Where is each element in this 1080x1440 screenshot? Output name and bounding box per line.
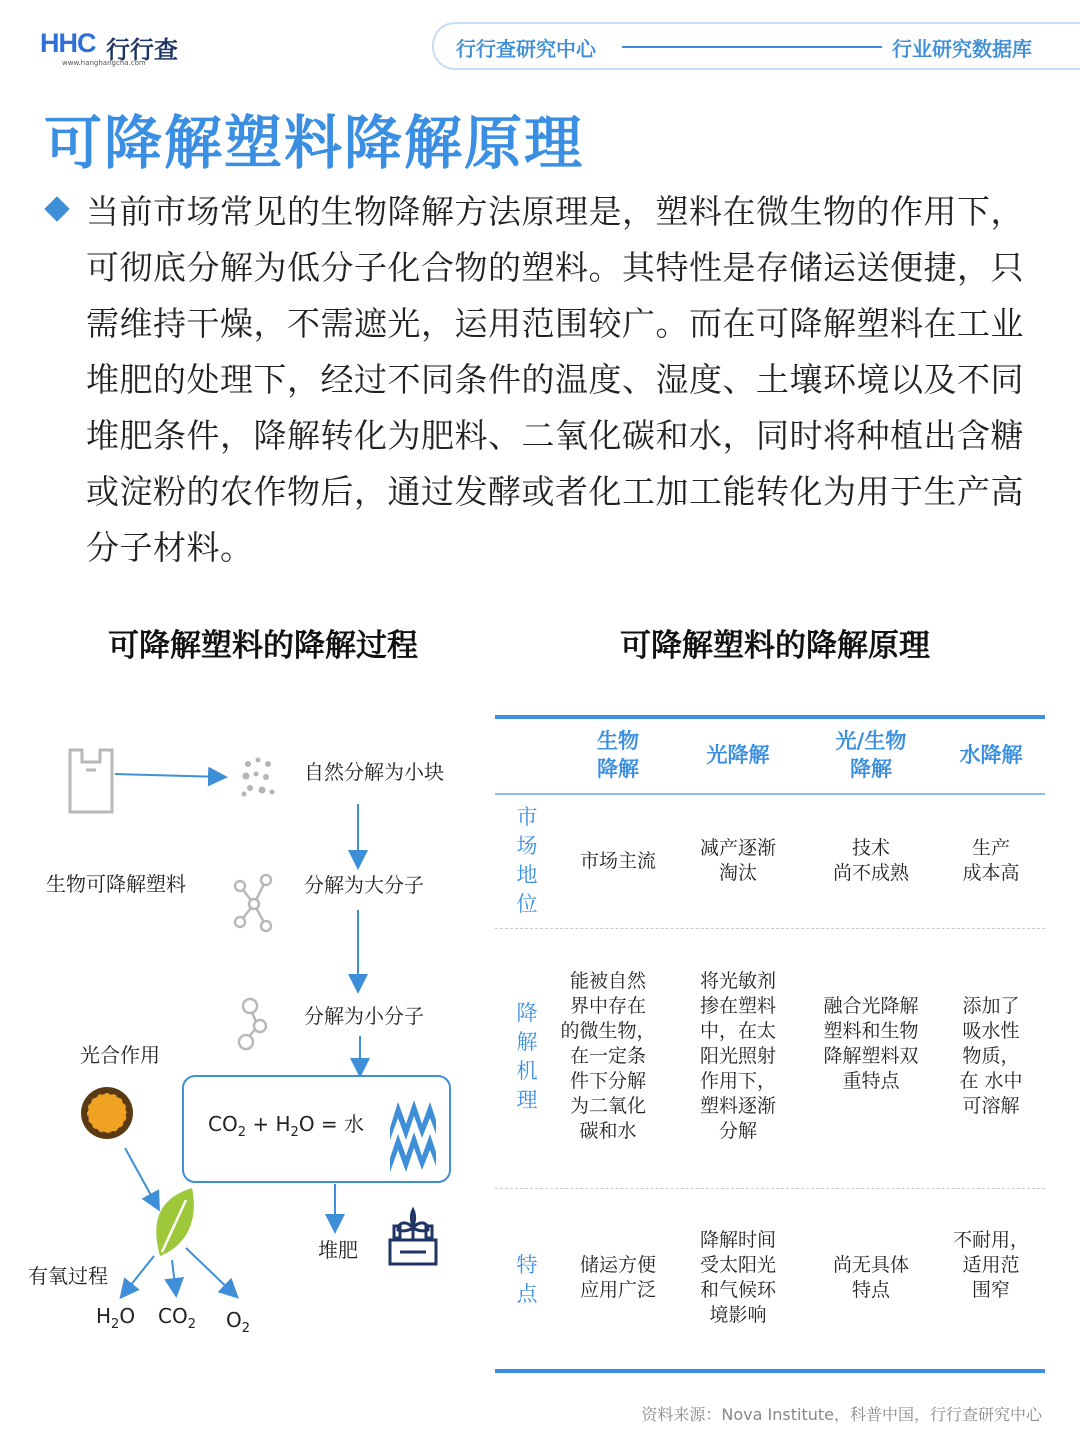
product-water: $H_2O$ (96, 1304, 136, 1332)
product-o2: $O_2$ (226, 1308, 251, 1336)
compost-plant-icon (390, 1210, 436, 1264)
degradation-process-diagram (0, 700, 480, 1380)
compost-label: 堆肥 (318, 1238, 358, 1262)
step-small-molecule: 分解为小分子 (304, 1004, 424, 1028)
step-natural-fragmentation: 自然分解为小块 (304, 760, 444, 784)
logo-url: www.hanghangcha.com (62, 59, 146, 67)
cell-mechanism-bio: 能被自然 界中存在 的微生物， 在一定条 件下分解 为二氧化 碳和水 (560, 970, 656, 1142)
col-header-bio: 生物 降解 (597, 729, 639, 781)
col-header-photo-bio: 光/生物 降解 (835, 729, 907, 781)
biodegradable-plastic-label: 生物可降解塑料 (46, 872, 186, 896)
row-divider (495, 928, 1045, 929)
cell-features-water: 不耐用， 适用范 围窄 (952, 1229, 1029, 1301)
row-label-mechanism: 降 解 机 理 (516, 1001, 538, 1112)
row-label-market: 市 场 地 位 (516, 805, 538, 916)
cell-features-bio: 储运方便 应用广泛 (579, 1254, 656, 1301)
cell-market-water: 生产 成本高 (962, 837, 1020, 884)
sun-icon (81, 1087, 133, 1139)
equation-text: $CO_2 + H_2O$ = 水 (208, 1112, 365, 1140)
cell-features-photo: 降解时间 受太阳光 和气候环 境影响 (699, 1229, 776, 1326)
arrow-leaf-to-co2 (172, 1260, 176, 1294)
logo-mark: HHC (40, 28, 96, 58)
row-label-features: 特 点 (516, 1253, 538, 1306)
arrow-leaf-to-o2 (186, 1248, 236, 1296)
photosynthesis-label: 光合作用 (80, 1043, 160, 1067)
macromolecule-icon (235, 875, 271, 931)
header-rule (495, 793, 1045, 795)
cell-mechanism-photo: 将光敏剂 掺在塑料 中，在太 阳光照射 作用下， 塑料逐渐 分解 (699, 970, 776, 1142)
process-heading: 可降解塑料的降解过程 (108, 628, 418, 664)
table-bottom-rule (495, 1369, 1045, 1373)
arrow-bag-to-fragments (115, 774, 224, 777)
top-banner (432, 22, 1080, 70)
banner-research-center: 行行查研究中心 (456, 37, 596, 61)
step-macromolecule: 分解为大分子 (304, 873, 424, 897)
cell-market-bio: 市场主流 (579, 850, 656, 872)
row-divider (495, 1188, 1045, 1189)
bullet-diamond-icon (44, 196, 69, 221)
logo-text: 行行查 (106, 36, 178, 64)
arrow-leaf-to-water (122, 1256, 154, 1296)
aerobic-process-label: 有氧过程 (28, 1264, 108, 1288)
banner-divider-line (622, 46, 882, 48)
leaf-icon (156, 1188, 194, 1256)
cell-mechanism-photo-bio: 融合光降解 塑料和生物 降解塑料双 重特点 (823, 995, 919, 1092)
plastic-bag-icon (70, 750, 112, 812)
col-header-photo: 光降解 (706, 743, 770, 767)
intro-paragraph: 当前市场常见的生物降解方法原理是，塑料在微生物的作用下，可彻底分解为低分子化合物的塑料。其特性是存储运送便捷，只需维持干燥，不需遮光，运用范围较广。而在可降解塑料在工业堆肥的处理下，经过不同条件的温度、湿度、土壤环境以及不同堆肥条件，降解转化为肥料、二氧化碳和水，同时将种植出含糖或淀粉的农作物后，通过发酵或者化工加工能转化为用于生产高分子材料。 (86, 192, 1024, 567)
small-molecule-icon (239, 999, 266, 1049)
logo (40, 28, 200, 72)
cell-features-photo-bio: 尚无具体 特点 (832, 1254, 909, 1301)
table-top-rule (495, 715, 1045, 719)
fragments-icon (242, 758, 275, 797)
cell-market-photo-bio: 技术 尚不成熟 (832, 837, 909, 884)
arrow-sun-to-leaf (125, 1148, 158, 1208)
cell-market-photo: 减产逐渐 淘汰 (699, 837, 776, 884)
banner-database: 行业研究数据库 (892, 37, 1032, 61)
principle-heading: 可降解塑料的降解原理 (620, 628, 930, 664)
product-co2: $CO_2$ (158, 1304, 196, 1332)
page-title: 可降解塑料降解原理 (44, 109, 585, 177)
col-header-water: 水降解 (959, 743, 1023, 767)
cell-mechanism-water: 添加了 吸水性 物质， 在 水中 可溶解 (959, 995, 1023, 1117)
degradation-principle-table (495, 715, 1045, 1375)
source-note: 资料来源：Nova Institute，科普中国，行行查研究中心 (641, 1405, 1042, 1424)
